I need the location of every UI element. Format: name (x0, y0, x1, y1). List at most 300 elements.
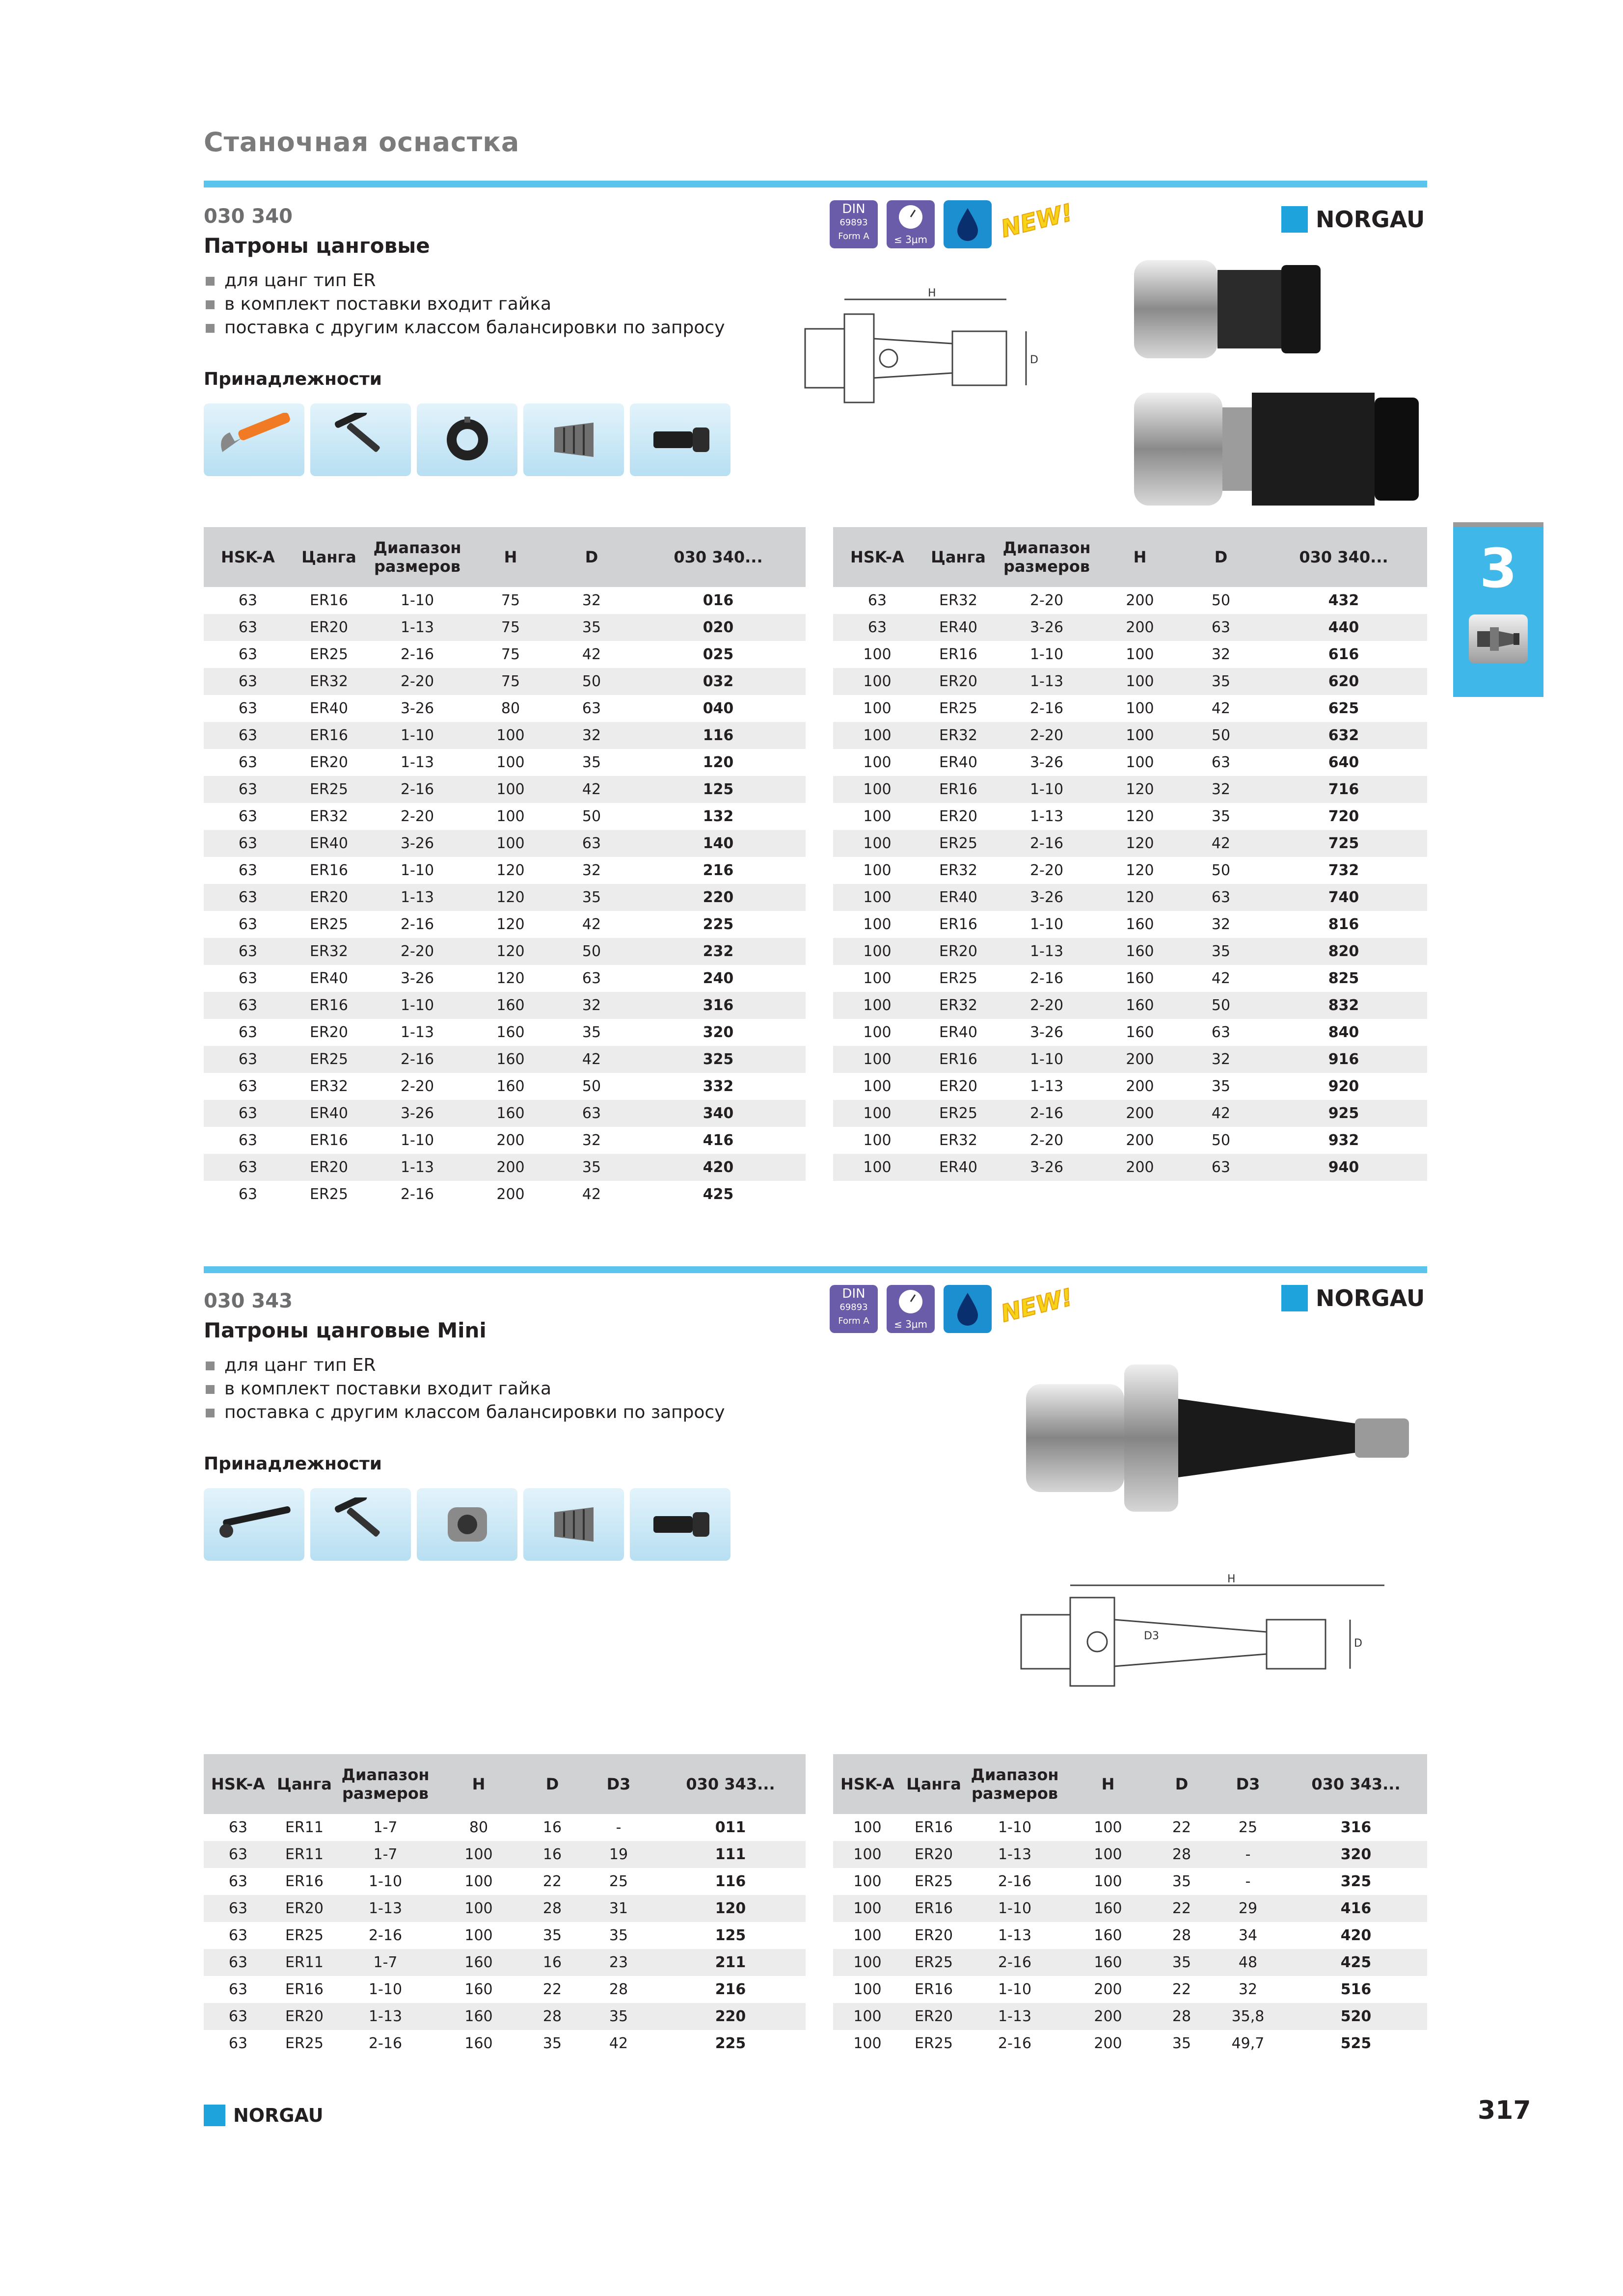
accessory-pull-stud[interactable] (630, 403, 730, 476)
table-cell: 1-7 (336, 1949, 434, 1976)
order-number-cell: 320 (1285, 1841, 1427, 1868)
drawing-label-d: D (1030, 354, 1038, 366)
table-cell: 35 (1211, 808, 1231, 825)
col-header: 030 343... (655, 1754, 806, 1814)
table-cell: 63 (204, 2003, 272, 2030)
table-cell: 100 (863, 646, 892, 663)
section-title: Патроны цанговые (204, 234, 430, 258)
table-cell: ER25 (285, 2035, 324, 2052)
table-cell: 42 (582, 646, 601, 663)
t-wrench-icon (319, 1497, 403, 1551)
table-cell: 32 (1182, 776, 1260, 803)
order-number-cell: 232 (631, 938, 806, 965)
col-header: Цанга (292, 527, 366, 587)
table-cell: 63 (204, 1895, 272, 1922)
order-number-cell: 732 (1328, 862, 1359, 879)
table-cell: 100 (1094, 1873, 1122, 1890)
table-row (204, 776, 806, 803)
table-cell: 63 (228, 1927, 248, 1944)
table-cell: 100 (863, 1024, 892, 1041)
order-number-cell: 840 (1328, 1024, 1359, 1041)
feature-item: в комплект поставки входит гайка (204, 293, 725, 316)
clamping-nut-icon (426, 1497, 509, 1551)
col-header: D (1152, 1754, 1211, 1814)
table-header-row (833, 1754, 1427, 1814)
table-cell: ER40 (292, 830, 366, 857)
order-number-cell: 525 (1340, 2035, 1372, 2052)
table-cell: - (616, 1819, 622, 1836)
table-cell: 1-7 (336, 1841, 434, 1868)
table-cell: 100 (833, 722, 921, 749)
table-cell: 120 (469, 884, 552, 911)
table-cell: 120 (496, 970, 525, 987)
table-cell: ER25 (310, 916, 348, 933)
table-cell: 100 (863, 1078, 892, 1095)
table-row (833, 992, 1427, 1019)
table-cell: 1-13 (336, 2003, 434, 2030)
table-row (833, 749, 1427, 776)
table-row (833, 1949, 1427, 1976)
table-cell: 32 (1211, 646, 1231, 663)
coolant-badge (944, 1285, 992, 1333)
table-row (204, 1073, 806, 1100)
table-cell: 42 (1211, 970, 1231, 987)
table-row (833, 1073, 1427, 1100)
accessory-clamping-nut[interactable] (417, 403, 517, 476)
accessories-label: Принадлежности (204, 369, 382, 389)
table-cell: 120 (469, 938, 552, 965)
table-cell: 63 (204, 938, 292, 965)
accessory-pull-stud[interactable] (630, 1488, 730, 1561)
order-number-cell: 820 (1260, 938, 1427, 965)
table-cell: 35 (582, 754, 601, 771)
table-row (833, 911, 1427, 938)
table-cell: 1-13 (400, 1024, 434, 1041)
order-number-cell: 720 (1328, 808, 1359, 825)
din-label: DIN (842, 202, 866, 216)
table-cell: 160 (1126, 970, 1154, 987)
brand-logo (1281, 1285, 1425, 1311)
table-cell: 35 (542, 2035, 562, 2052)
order-number-cell: 240 (703, 970, 734, 987)
table-cell: 63 (867, 592, 887, 609)
table-cell: 63 (238, 808, 258, 825)
table-cell: 2-16 (400, 1186, 434, 1203)
table-cell: 25 (609, 1873, 628, 1890)
table-cell: 100 (863, 754, 892, 771)
table-cell: 63 (204, 1154, 292, 1181)
order-number-cell: 340 (631, 1100, 806, 1127)
table-row (204, 803, 806, 830)
col-header: D (552, 527, 631, 587)
table-cell: 16 (523, 1949, 582, 1976)
table-cell: 1-10 (995, 776, 1098, 803)
table-cell: 50 (582, 1078, 601, 1095)
table-cell: 63 (582, 700, 601, 717)
order-number-cell: 140 (631, 830, 806, 857)
table-row (204, 749, 806, 776)
feature-badges (830, 1283, 1076, 1333)
table-row (833, 1841, 1427, 1868)
table-row (833, 1976, 1427, 2003)
table-cell: ER32 (292, 938, 366, 965)
order-number-cell: 425 (1285, 1949, 1427, 1976)
table-row (833, 1922, 1427, 1949)
table-cell: 1-10 (1029, 646, 1064, 663)
table-cell: 35 (552, 614, 631, 641)
table-row (833, 830, 1427, 857)
table-cell: 35 (1172, 2035, 1191, 2052)
table-cell: ER16 (285, 1873, 324, 1890)
order-number-cell: 220 (655, 2003, 806, 2030)
table-cell: 160 (1126, 916, 1154, 933)
product-table-left (204, 527, 806, 1208)
accessories-row (204, 403, 730, 476)
order-number-cell: 040 (703, 700, 734, 717)
table-cell: 160 (469, 992, 552, 1019)
col-header: D (523, 1754, 582, 1814)
table-cell: 2-16 (366, 1046, 469, 1073)
order-number-cell: 225 (703, 916, 734, 933)
table-cell: 160 (469, 1046, 552, 1073)
col-header: D3 (1211, 1754, 1285, 1814)
table-cell: ER25 (310, 1186, 348, 1203)
table-cell: ER16 (310, 1132, 348, 1149)
table-cell: ER16 (939, 916, 977, 933)
table-cell: 160 (1094, 1927, 1122, 1944)
brand-name: NORGAU (233, 2105, 324, 2126)
table-cell: 100 (853, 1819, 882, 1836)
accessory-hook-wrench[interactable] (204, 403, 304, 476)
table-cell: 2-20 (995, 722, 1098, 749)
table-row (204, 641, 806, 668)
table-cell: ER40 (310, 700, 348, 717)
col-header: H (1064, 1754, 1152, 1814)
table-cell: 63 (552, 830, 631, 857)
order-number-cell: 132 (703, 808, 734, 825)
table-cell: 63 (228, 2035, 248, 2052)
table-cell: 63 (204, 1046, 292, 1073)
table-cell: ER25 (915, 1873, 953, 1890)
table-cell: 31 (582, 1895, 655, 1922)
table-row (833, 965, 1427, 992)
table-cell: 63 (238, 862, 258, 879)
table-cell: 160 (496, 1024, 525, 1041)
order-number-cell: 125 (715, 1927, 746, 1944)
table-cell: 32 (552, 992, 631, 1019)
table-cell: ER32 (310, 808, 348, 825)
table-cell: ER25 (915, 2035, 953, 2052)
table-cell: 160 (1098, 992, 1182, 1019)
table-cell: 63 (204, 668, 292, 695)
table-cell: ER16 (292, 992, 366, 1019)
new-badge: NEW! (998, 198, 1076, 243)
order-number-cell: 325 (631, 1046, 806, 1073)
order-number-cell: 216 (703, 862, 734, 879)
table-row (833, 1154, 1427, 1181)
table-cell: 22 (1172, 1819, 1191, 1836)
table-cell: 100 (464, 1873, 493, 1890)
table-cell: 16 (542, 1819, 562, 1836)
accessory-er-collet[interactable] (523, 403, 624, 476)
table-cell: ER40 (921, 1154, 995, 1181)
order-number-cell: 216 (715, 1981, 746, 1998)
col-header: 030 343... (1285, 1754, 1427, 1814)
table-cell: 63 (238, 592, 258, 609)
table-row (833, 722, 1427, 749)
table-cell: 63 (204, 992, 292, 1019)
product-table-left (204, 1754, 806, 2057)
table-cell: 2-16 (368, 2035, 403, 2052)
table-cell: ER32 (921, 722, 995, 749)
table-cell: ER20 (272, 1895, 336, 1922)
order-number-cell: 320 (703, 1024, 734, 1041)
table-cell: 3-26 (366, 830, 469, 857)
table-cell: 63 (1211, 754, 1231, 771)
col-header: H (1098, 527, 1182, 587)
order-number-cell: 316 (1340, 1819, 1372, 1836)
table-cell: 100 (833, 884, 921, 911)
table-cell: 1-10 (995, 1046, 1098, 1073)
table-cell: 200 (1094, 1981, 1122, 1998)
table-cell: 1-10 (368, 1873, 403, 1890)
table-cell: 32 (582, 862, 601, 879)
table-cell: ER11 (272, 1841, 336, 1868)
balance-value: ≤ 3μm (893, 234, 928, 245)
table-cell: 1-13 (366, 1154, 469, 1181)
table-cell: ER20 (292, 614, 366, 641)
table-row (833, 857, 1427, 884)
table-cell: 3-26 (995, 1154, 1098, 1181)
order-number-cell: 416 (703, 1132, 734, 1149)
table-row (204, 1046, 806, 1073)
table-cell: 1-7 (373, 1819, 398, 1836)
table-cell: 63 (238, 1132, 258, 1149)
table-cell: 120 (496, 916, 525, 933)
feature-item: поставка с другим классом балансировки по запросу (204, 316, 725, 340)
table-cell: 1-13 (966, 2003, 1064, 2030)
table-cell: 28 (1172, 1927, 1191, 1944)
table-cell: 2-20 (995, 992, 1098, 1019)
table-cell: 63 (228, 1873, 248, 1890)
table-cell: ER20 (310, 1024, 348, 1041)
table-cell: 63 (833, 614, 921, 641)
dial-gauge-icon (887, 1285, 935, 1316)
table-row (833, 614, 1427, 641)
order-number-cell: 620 (1260, 668, 1427, 695)
table-cell: 100 (833, 668, 921, 695)
table-cell: 63 (1182, 884, 1260, 911)
table-cell: 28 (523, 1895, 582, 1922)
table-header-row (204, 527, 806, 587)
table-cell: 200 (1094, 2035, 1122, 2052)
table-cell: ER40 (292, 1100, 366, 1127)
order-number-cell: 632 (1260, 722, 1427, 749)
feature-badges (830, 198, 1076, 248)
table-cell: ER20 (292, 1154, 366, 1181)
product-photo (1021, 1355, 1434, 1561)
table-row (204, 1922, 806, 1949)
order-number-cell: 425 (703, 1186, 734, 1203)
table-cell: 100 (833, 2003, 902, 2030)
table-cell: 2-16 (368, 1927, 403, 1944)
order-number-cell: 325 (1340, 1873, 1372, 1890)
table-cell: 16 (523, 1841, 582, 1868)
order-number-cell: 220 (631, 884, 806, 911)
col-header: Цанга (902, 1754, 966, 1814)
brand-square-icon (1281, 206, 1308, 233)
table-cell: 35 (552, 884, 631, 911)
feature-list (204, 1354, 725, 1424)
table-cell: 32 (582, 1132, 601, 1149)
table-cell: 2-20 (366, 668, 469, 695)
table-cell: 75 (501, 592, 520, 609)
table-row (204, 1181, 806, 1208)
order-number-cell: 940 (1260, 1154, 1427, 1181)
table-cell: ER25 (310, 646, 348, 663)
table-cell: 1-13 (366, 884, 469, 911)
table-cell: 35 (609, 1927, 628, 1944)
table-cell: 35 (1172, 1873, 1191, 1890)
table-cell: 32 (552, 722, 631, 749)
accessory-torque-wrench[interactable] (204, 1488, 304, 1561)
page-title: Станочная оснастка (204, 127, 520, 158)
table-cell: 2-20 (1029, 592, 1064, 609)
table-row (833, 695, 1427, 722)
table-cell: 63 (238, 970, 258, 987)
col-header: Цанга (272, 1754, 336, 1814)
table-cell: 42 (1182, 830, 1260, 857)
table-cell: ER16 (915, 1819, 953, 1836)
table-cell: 2-16 (400, 646, 434, 663)
table-cell: ER32 (310, 1078, 348, 1095)
accessory-clamping-nut[interactable] (417, 1488, 517, 1561)
table-cell: 63 (204, 1949, 272, 1976)
table-cell: 120 (1126, 862, 1154, 879)
table-cell: 100 (833, 1046, 921, 1073)
table-cell: 2-16 (995, 830, 1098, 857)
order-number-cell: 725 (1260, 830, 1427, 857)
table-cell: 50 (1182, 722, 1260, 749)
table-cell: 160 (1064, 1949, 1152, 1976)
drawing-label-d3: D3 (1144, 1630, 1159, 1642)
table-cell: 160 (1098, 938, 1182, 965)
order-number-cell: 111 (655, 1841, 806, 1868)
table-row (204, 722, 806, 749)
table-cell: 75 (501, 646, 520, 663)
accessory-t-wrench[interactable] (310, 403, 411, 476)
table-cell: 100 (496, 754, 525, 771)
order-number-cell: 516 (1340, 1981, 1372, 1998)
chapter-tab[interactable] (1453, 527, 1543, 697)
brand-name: NORGAU (1316, 1285, 1425, 1311)
table-cell: - (1245, 1873, 1251, 1890)
table-cell: 28 (523, 2003, 582, 2030)
table-cell: 200 (496, 1186, 525, 1203)
table-cell: 120 (1098, 884, 1182, 911)
table-cell: ER20 (292, 884, 366, 911)
table-cell: 100 (863, 970, 892, 987)
table-cell: 63 (1182, 1154, 1260, 1181)
table-cell: 100 (1098, 722, 1182, 749)
table-cell: 63 (238, 754, 258, 771)
table-cell: 28 (1152, 1841, 1211, 1868)
table-cell: 63 (238, 916, 258, 933)
table-cell: 100 (853, 1981, 882, 1998)
table-cell: 75 (469, 668, 552, 695)
dial-gauge-icon (887, 200, 935, 232)
table-cell: 100 (833, 1949, 902, 1976)
table-cell: ER40 (310, 970, 348, 987)
din-form: Form A (838, 231, 869, 241)
order-number-cell: 316 (631, 992, 806, 1019)
table-cell: ER20 (902, 1841, 966, 1868)
table-cell: 160 (1064, 1895, 1152, 1922)
drawing-label-h: H (928, 287, 936, 299)
accessory-t-wrench[interactable] (310, 1488, 411, 1561)
table-cell: ER25 (292, 1046, 366, 1073)
table-cell: 1-13 (366, 614, 469, 641)
table-cell: 120 (1126, 808, 1154, 825)
table-cell: 63 (238, 1078, 258, 1095)
col-header: 030 340... (631, 527, 806, 587)
feature-item: в комплект поставки входит гайка (204, 1377, 725, 1401)
drawing-label-h: H (1227, 1573, 1236, 1585)
order-number-cell: 825 (1328, 970, 1359, 987)
chapter-tab-top (1453, 522, 1543, 527)
col-header: Диапазон размеров (336, 1754, 434, 1814)
table-cell: 32 (1182, 1046, 1260, 1073)
col-header: 030 340... (1260, 527, 1427, 587)
table-cell: 100 (469, 830, 552, 857)
table-cell: 63 (238, 700, 258, 717)
order-number-cell: 816 (1328, 916, 1359, 933)
table-cell: 22 (542, 1981, 562, 1998)
table-cell: 48 (1211, 1949, 1285, 1976)
table-cell: 100 (833, 1841, 902, 1868)
table-cell: 42 (609, 2035, 628, 2052)
order-number-cell: 120 (655, 1895, 806, 1922)
table-cell: 3-26 (1029, 754, 1064, 771)
table-row (833, 587, 1427, 614)
order-number-cell: 920 (1328, 1078, 1359, 1095)
product-table-right (833, 527, 1427, 1181)
order-number-cell: 420 (631, 1154, 806, 1181)
table-cell: 2-16 (998, 1873, 1032, 1890)
table-cell: ER16 (921, 1046, 995, 1073)
table-cell: 28 (609, 1981, 628, 1998)
table-cell: 3-26 (1029, 1024, 1064, 1041)
section-divider (204, 1266, 1427, 1273)
table-cell: 1-10 (400, 592, 434, 609)
table-cell: 100 (863, 808, 892, 825)
table-row (204, 830, 806, 857)
product-photo (1129, 245, 1424, 510)
table-cell: 200 (1126, 1078, 1154, 1095)
pull-stud-icon (639, 1497, 722, 1551)
table-cell: 63 (204, 1100, 292, 1127)
drawing-label-d: D (1354, 1637, 1362, 1650)
order-number-cell: 116 (631, 722, 806, 749)
table-cell: 160 (434, 1949, 523, 1976)
accessory-er-collet[interactable] (523, 1488, 624, 1561)
brand-logo (1281, 206, 1425, 233)
er-collet-icon (532, 413, 616, 467)
table-row (833, 938, 1427, 965)
col-header: Диапазон размеров (966, 1754, 1064, 1814)
table-cell: ER32 (921, 992, 995, 1019)
table-cell: ER20 (939, 1078, 977, 1095)
